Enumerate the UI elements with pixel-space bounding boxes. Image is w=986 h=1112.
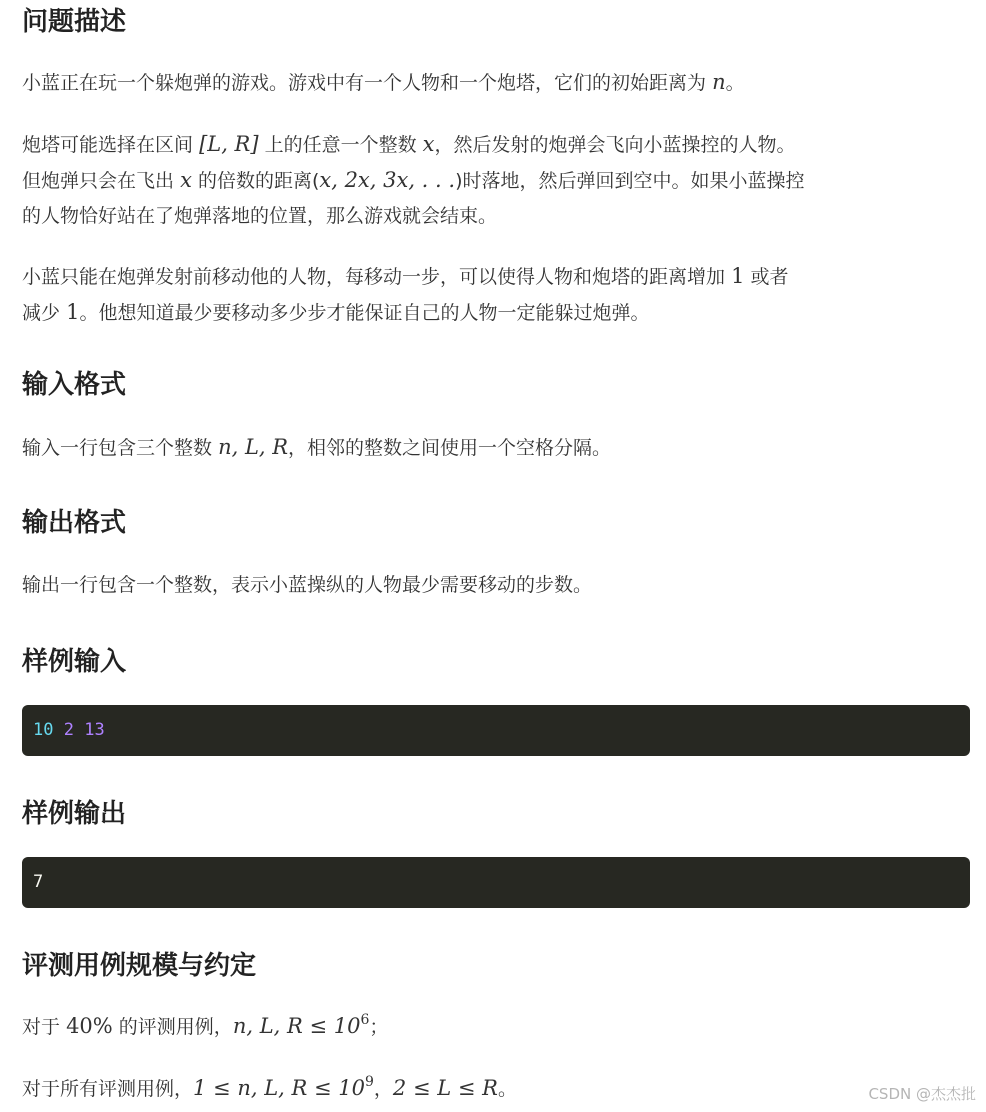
- text: ，: [373, 1078, 393, 1100]
- code-token: 10: [33, 720, 54, 740]
- section-heading-constraints: 评测用例规模与约定: [22, 951, 257, 981]
- text: ，相邻的整数之间使用一个空格分隔。: [288, 437, 612, 459]
- section-heading-output-format: 输出格式: [22, 508, 127, 538]
- math-interval: [L, R]: [199, 132, 259, 156]
- text: 但炮弹只会在飞出: [22, 170, 175, 192]
- text: 对于: [22, 1016, 61, 1038]
- text: 或者: [750, 266, 789, 288]
- sample-output-code-block[interactable]: [22, 857, 970, 908]
- problem-paragraph-1: [22, 65, 970, 101]
- text: 上的任意一个整数: [264, 134, 417, 156]
- code-token: 7: [33, 872, 44, 892]
- math-vars: n, L, R: [218, 435, 289, 459]
- text: 。: [725, 72, 745, 94]
- section-heading-input-format: 输入格式: [22, 370, 127, 400]
- text: 小蓝正在玩一个躲炮弹的游戏。游戏中有一个人物和一个炮塔，它们的初始距离为: [22, 72, 707, 94]
- constraint-line-2: [22, 1071, 970, 1107]
- math-exponent: 6: [360, 1012, 370, 1028]
- input-format-text: [22, 430, 970, 466]
- section-heading-sample-output: 样例输出: [22, 799, 127, 829]
- math-bound: 1 ≤ n, L, R ≤ 10: [193, 1076, 365, 1100]
- text: 对于所有评测用例，: [22, 1078, 194, 1100]
- text: 炮塔可能选择在区间: [22, 134, 194, 156]
- code-token: 2: [63, 720, 74, 740]
- constraint-line-1: [22, 1009, 970, 1045]
- text: 减少: [22, 302, 61, 324]
- csdn-watermark: CSDN @杰杰批: [868, 1085, 976, 1103]
- math-n: n: [712, 70, 726, 94]
- text: )时落地，然后弹回到空中。如果小蓝操控: [455, 170, 805, 192]
- math-x: x: [422, 132, 435, 156]
- text: 的倍数的距离(: [197, 170, 320, 192]
- math-bound: n, L, R ≤ 10: [232, 1014, 361, 1038]
- sample-input-code-block[interactable]: [22, 705, 970, 756]
- math-percent: 40%: [66, 1014, 113, 1038]
- math-bound: 2 ≤ L ≤ R: [392, 1076, 498, 1100]
- text: 小蓝只能在炮弹发射前移动他的人物，每移动一步，可以使得人物和炮塔的距离增加: [22, 266, 726, 288]
- math-exponent: 9: [364, 1074, 374, 1090]
- math-x: x: [180, 168, 192, 192]
- text: 。他想知道最少要移动多少步才能保证自己的人物一定能躲过炮弹。: [79, 302, 650, 324]
- math-multiples: x, 2x, 3x, . . .: [319, 168, 456, 192]
- math-one: 1: [731, 264, 745, 288]
- problem-paragraph-2: [22, 127, 970, 234]
- text: ；: [369, 1016, 389, 1038]
- text: 。: [497, 1078, 517, 1100]
- math-one: 1: [66, 300, 80, 324]
- problem-paragraph-3: [22, 259, 970, 331]
- section-heading-problem: 问题描述: [22, 7, 127, 37]
- text: 的评测用例，: [118, 1016, 233, 1038]
- output-format-text: 输出一行包含一个整数，表示小蓝操纵的人物最少需要移动的步数。: [22, 574, 593, 596]
- code-token: 13: [84, 720, 105, 740]
- text: ，然后发射的炮弹会飞向小蓝操控的人物。: [434, 134, 796, 156]
- text: 输入一行包含三个整数: [22, 437, 213, 459]
- text: 的人物恰好站在了炮弹落地的位置，那么游戏就会结束。: [22, 205, 498, 227]
- section-heading-sample-input: 样例输入: [22, 647, 127, 677]
